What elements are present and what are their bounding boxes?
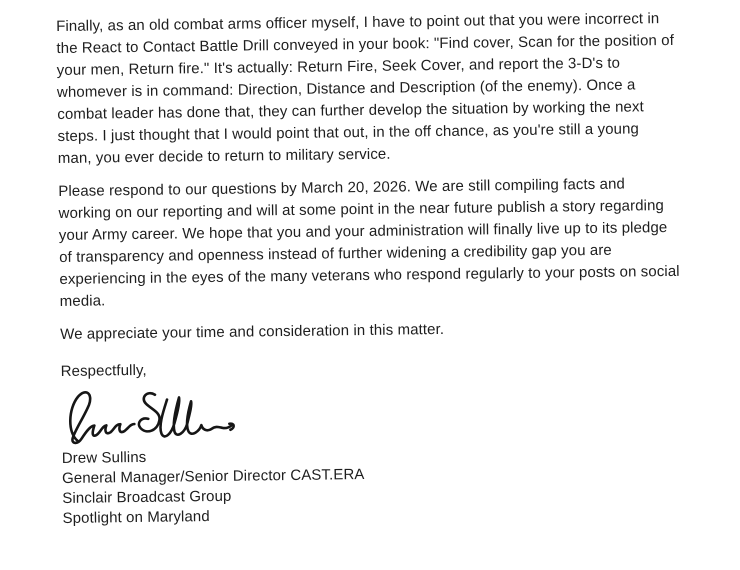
letter-body xyxy=(56,7,731,529)
letter-line: We appreciate your time and consideration in this matter. xyxy=(60,320,445,343)
signatory-company: Sinclair Broadcast Group xyxy=(62,487,232,507)
signature-icon xyxy=(63,387,239,449)
letter-line: working on our reporting and will at some point in the near future publish a story regarding xyxy=(58,197,665,222)
letter-line: experiencing in the eyes of the many veterans who respond regularly to your posts on social xyxy=(59,262,680,288)
letter-line: whomever is in command: Direction, Distance and Description (of the enemy). Once a xyxy=(56,76,636,101)
signature-block xyxy=(62,440,731,529)
letter-line: combat leader has done that, they can further develop the situation by working the next xyxy=(57,98,644,123)
signatory-title: General Manager/Senior Director CAST.ERA xyxy=(61,466,365,487)
signatory-program: Spotlight on Maryland xyxy=(62,508,210,527)
letter-line: of transparency and openness instead of further widening a credibility gap you are xyxy=(59,241,612,266)
letter-line: the React to Contact Battle Drill conveyed in your book: "Find cover, Scan for the position of xyxy=(56,31,675,57)
letter-line: your men, Return fire." It's actually: Return Fire, Seek Cover, and report the 3-D's to xyxy=(56,54,621,79)
letter-line: Finally, as an old combat arms officer myself, I have to point out that you were incorrect in xyxy=(56,10,660,35)
letter-line: steps. I just thought that I would point that out, in the off chance, as you're still a young xyxy=(57,120,640,145)
letter-line: Please respond to our questions by March 20, 2026. We are still compiling facts and xyxy=(58,175,626,200)
letter-paragraph-2 xyxy=(58,172,728,313)
letter-line: media. xyxy=(59,292,106,310)
letter-paragraph-1 xyxy=(56,7,726,170)
letter-line: man, you ever decide to return to military service. xyxy=(57,145,391,167)
letter-paragraph-3 xyxy=(60,315,728,346)
letter-line: your Army career. We hope that you and your administration will finally live up to its pledge xyxy=(58,219,668,244)
handwritten-signature xyxy=(63,380,730,449)
closing-salutation: Respectfully, xyxy=(60,361,147,380)
signatory-name: Drew Sullins xyxy=(61,448,147,467)
